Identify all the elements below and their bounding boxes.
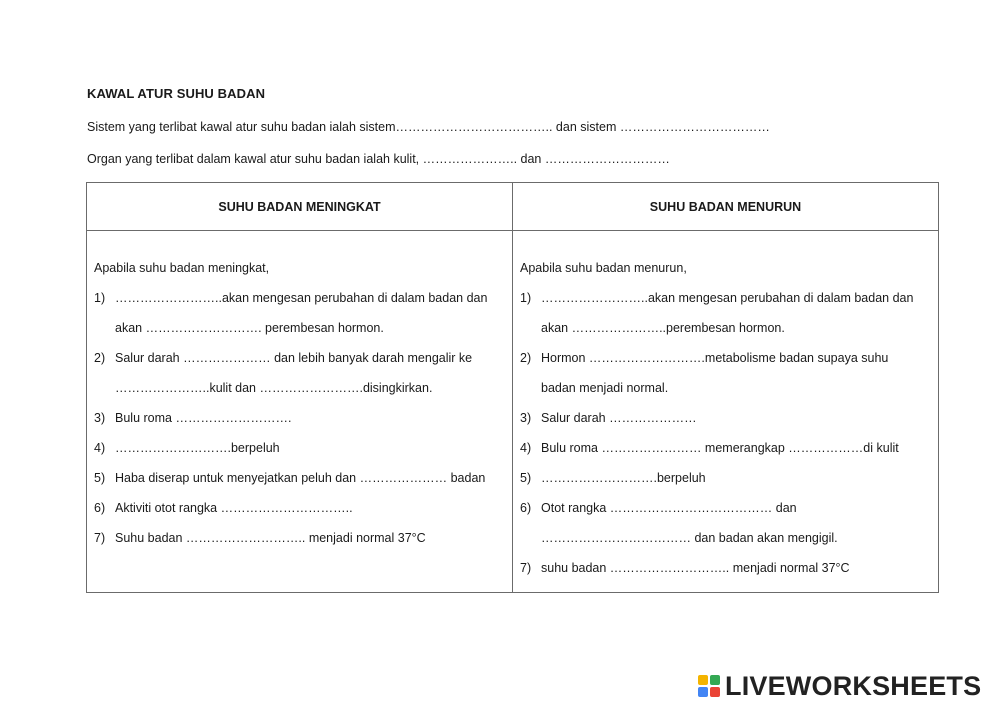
decrease-item bbox=[520, 471, 706, 485]
intro-increase: Apabila suhu badan meningkat, bbox=[94, 261, 270, 275]
liveworksheets-logo bbox=[698, 672, 981, 700]
intro-decrease: Apabila suhu badan menurun, bbox=[520, 261, 687, 275]
item-number: 7) bbox=[520, 561, 532, 575]
item-text: ……………………..akan mengesan perubahan di dalam badan dan bbox=[541, 291, 914, 305]
decrease-item bbox=[520, 351, 888, 365]
question-systems: Sistem yang terlibat kawal atur suhu badan ialah sistem……………………………….. dan sistem ……………………………… bbox=[87, 120, 770, 134]
header-increase: SUHU BADAN MENINGKAT bbox=[87, 183, 513, 231]
increase-item bbox=[94, 411, 291, 425]
item-text: Bulu roma …………………… memerangkap ………………di kulit bbox=[541, 441, 899, 455]
item-text: suhu badan ……………………….. menjadi normal 37°C bbox=[541, 561, 850, 575]
logo-text: LIVEWORKSHEETS bbox=[725, 670, 982, 701]
column-decrease bbox=[513, 231, 939, 593]
item-number: 5) bbox=[520, 471, 532, 485]
item-number: 2) bbox=[520, 351, 532, 365]
increase-item bbox=[94, 531, 426, 545]
logo-mark-icon bbox=[698, 675, 720, 697]
column-increase bbox=[87, 231, 513, 593]
item-text: Bulu roma ………………………. bbox=[115, 411, 292, 425]
item-number: 3) bbox=[94, 411, 106, 425]
item-number: 3) bbox=[520, 411, 532, 425]
item-text: Suhu badan ……………………….. menjadi normal 37°C bbox=[115, 531, 426, 545]
item-text: Salur darah ………………… bbox=[541, 411, 697, 425]
increase-item bbox=[94, 291, 487, 305]
item-number: 2) bbox=[94, 351, 106, 365]
decrease-item-continuation: ……………………………… dan badan akan mengigil. bbox=[541, 531, 838, 545]
increase-item-continuation: akan ………………………. perembesan hormon. bbox=[115, 321, 384, 335]
item-number: 6) bbox=[520, 501, 532, 515]
decrease-item-continuation: badan menjadi normal. bbox=[541, 381, 669, 395]
worksheet-title: KAWAL ATUR SUHU BADAN bbox=[87, 86, 266, 101]
decrease-item bbox=[520, 501, 797, 515]
decrease-item-continuation: akan …………………..perembesan hormon. bbox=[541, 321, 785, 335]
item-text: Haba diserap untuk menyejatkan peluh dan ………………… badan bbox=[115, 471, 486, 485]
increase-item-continuation: …………………..kulit dan …………………….disingkirkan. bbox=[115, 381, 433, 395]
item-number: 1) bbox=[520, 291, 532, 305]
question-organs: Organ yang terlibat dalam kawal atur suhu badan ialah kulit, ………………….. dan ………………………… bbox=[87, 152, 670, 166]
comparison-table bbox=[86, 182, 939, 593]
item-number: 4) bbox=[520, 441, 532, 455]
increase-item bbox=[94, 441, 280, 455]
item-number: 4) bbox=[94, 441, 106, 455]
item-number: 5) bbox=[94, 471, 106, 485]
item-number: 6) bbox=[94, 501, 106, 515]
item-text: ……………………….berpeluh bbox=[541, 471, 706, 485]
item-text: Otot rangka ………………………………… dan bbox=[541, 501, 797, 515]
item-text: Hormon ……………………….metabolisme badan supaya suhu bbox=[541, 351, 889, 365]
decrease-item bbox=[520, 291, 913, 305]
increase-item bbox=[94, 501, 353, 515]
item-text: Salur darah ………………… dan lebih banyak darah mengalir ke bbox=[115, 351, 473, 365]
item-text: Aktiviti otot rangka ………………………….. bbox=[115, 501, 353, 515]
decrease-item bbox=[520, 561, 850, 575]
header-decrease: SUHU BADAN MENURUN bbox=[513, 183, 939, 231]
decrease-item bbox=[520, 411, 697, 425]
decrease-item bbox=[520, 441, 899, 455]
item-text: ……………………….berpeluh bbox=[115, 441, 280, 455]
item-text: ……………………..akan mengesan perubahan di dalam badan dan bbox=[115, 291, 488, 305]
item-number: 1) bbox=[94, 291, 106, 305]
increase-item bbox=[94, 351, 472, 365]
increase-item bbox=[94, 471, 485, 485]
item-number: 7) bbox=[94, 531, 106, 545]
